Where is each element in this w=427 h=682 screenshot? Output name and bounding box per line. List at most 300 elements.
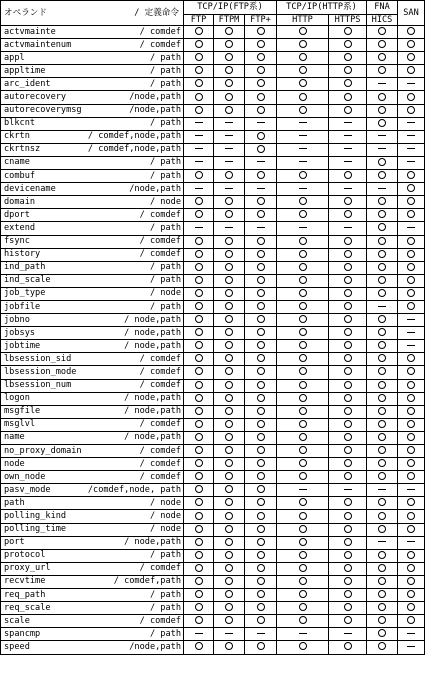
supported-circle-icon (378, 420, 386, 428)
definition-command: / path (149, 170, 181, 181)
unsupported-dash-icon (344, 122, 352, 123)
support-cell-https (329, 575, 367, 588)
header-operand-cell (1, 1, 184, 26)
operand-cell (1, 340, 184, 353)
operand-name: lbsession_sid (4, 353, 72, 364)
support-cell-https (329, 340, 367, 353)
operand-name: jobtime (4, 340, 41, 351)
support-cell-ftpm (214, 300, 245, 313)
supported-circle-icon (344, 66, 352, 74)
support-cell-ftp (184, 156, 214, 169)
support-cell-https (329, 379, 367, 392)
support-cell-http (277, 431, 329, 444)
supported-circle-icon (195, 498, 203, 506)
support-cell-ftpplus (245, 156, 277, 169)
unsupported-dash-icon (225, 633, 233, 634)
supported-circle-icon (378, 315, 386, 323)
supported-circle-icon (257, 106, 265, 114)
supported-circle-icon (195, 328, 203, 336)
support-cell-ftpplus (245, 39, 277, 52)
supported-circle-icon (225, 40, 233, 48)
definition-command: / path (149, 602, 181, 613)
supported-circle-icon (257, 577, 265, 585)
support-cell-ftp (184, 641, 214, 654)
operand-cell (1, 314, 184, 327)
table-row (1, 104, 425, 117)
definition-command: / path (149, 301, 181, 312)
supported-circle-icon (407, 250, 415, 258)
support-cell-ftp (184, 536, 214, 549)
support-cell-san (398, 549, 425, 562)
supported-circle-icon (344, 315, 352, 323)
support-cell-https (329, 549, 367, 562)
support-cell-ftpplus (245, 615, 277, 628)
supported-circle-icon (225, 485, 233, 493)
support-cell-san (398, 484, 425, 497)
support-cell-san (398, 170, 425, 183)
support-cell-san (398, 91, 425, 104)
support-cell-ftpm (214, 353, 245, 366)
definition-command: / node,path (124, 432, 181, 443)
operand-cell (1, 261, 184, 274)
support-cell-ftpm (214, 484, 245, 497)
operand-cell (1, 143, 184, 156)
support-cell-https (329, 353, 367, 366)
support-cell-ftpm (214, 39, 245, 52)
table-row (1, 91, 425, 104)
supported-circle-icon (225, 551, 233, 559)
supported-circle-icon (257, 538, 265, 546)
supported-circle-icon (195, 210, 203, 218)
support-cell-hics (367, 589, 398, 602)
supported-circle-icon (344, 394, 352, 402)
unsupported-dash-icon (299, 135, 307, 136)
support-cell-san (398, 78, 425, 91)
supported-circle-icon (225, 420, 233, 428)
supported-circle-icon (378, 210, 386, 218)
support-cell-ftpm (214, 575, 245, 588)
unsupported-dash-icon (378, 489, 386, 490)
table-row (1, 392, 425, 405)
unsupported-dash-icon (407, 541, 415, 542)
operand-name: jobsys (4, 327, 36, 338)
unsupported-dash-icon (407, 332, 415, 333)
unsupported-dash-icon (299, 633, 307, 634)
support-cell-hics (367, 261, 398, 274)
supported-circle-icon (378, 642, 386, 650)
support-cell-http (277, 445, 329, 458)
supported-circle-icon (195, 551, 203, 559)
support-cell-http (277, 602, 329, 615)
definition-command: / comdef (139, 445, 181, 456)
support-cell-ftpplus (245, 379, 277, 392)
support-cell-hics (367, 170, 398, 183)
support-cell-san (398, 26, 425, 39)
table-row (1, 366, 425, 379)
support-cell-san (398, 52, 425, 65)
operand-cell (1, 379, 184, 392)
supported-circle-icon (225, 407, 233, 415)
table-row (1, 445, 425, 458)
table-row (1, 431, 425, 444)
table-row (1, 641, 425, 654)
support-cell-hics (367, 602, 398, 615)
support-cell-http (277, 235, 329, 248)
definition-command: / comdef (139, 366, 181, 377)
operand-cell (1, 641, 184, 654)
supported-circle-icon (407, 512, 415, 520)
support-cell-ftpplus (245, 641, 277, 654)
supported-circle-icon (378, 512, 386, 520)
supported-circle-icon (344, 498, 352, 506)
support-cell-http (277, 562, 329, 575)
supported-circle-icon (407, 276, 415, 284)
support-cell-ftp (184, 431, 214, 444)
definition-command: / comdef (139, 458, 181, 469)
supported-circle-icon (378, 53, 386, 61)
support-cell-san (398, 602, 425, 615)
unsupported-dash-icon (378, 306, 386, 307)
table-row (1, 379, 425, 392)
support-cell-http (277, 353, 329, 366)
supported-circle-icon (195, 237, 203, 245)
table-row (1, 562, 425, 575)
definition-command: / comdef (139, 236, 181, 247)
supported-circle-icon (299, 642, 307, 650)
support-cell-hics (367, 196, 398, 209)
supported-circle-icon (225, 93, 233, 101)
supported-circle-icon (407, 446, 415, 454)
support-cell-http (277, 104, 329, 117)
supported-circle-icon (407, 184, 415, 192)
support-cell-san (398, 183, 425, 196)
supported-circle-icon (195, 367, 203, 375)
supported-circle-icon (195, 40, 203, 48)
support-cell-ftpm (214, 366, 245, 379)
operand-name: dport (4, 209, 30, 220)
support-cell-hics (367, 445, 398, 458)
operand-cell (1, 117, 184, 130)
operand-cell (1, 549, 184, 562)
support-cell-ftpm (214, 523, 245, 536)
sub-header-hics: HICS (367, 15, 398, 26)
support-cell-san (398, 523, 425, 536)
operand-name: devicename (4, 183, 56, 194)
support-cell-ftp (184, 170, 214, 183)
definition-command: /node,path (129, 183, 181, 194)
support-cell-http (277, 392, 329, 405)
supported-circle-icon (299, 237, 307, 245)
supported-circle-icon (257, 79, 265, 87)
operand-cell (1, 418, 184, 431)
supported-circle-icon (344, 420, 352, 428)
supported-circle-icon (407, 237, 415, 245)
table-row (1, 300, 425, 313)
table-row (1, 274, 425, 287)
operand-cell (1, 366, 184, 379)
support-cell-https (329, 405, 367, 418)
supported-circle-icon (257, 472, 265, 480)
supported-circle-icon (225, 590, 233, 598)
support-cell-hics (367, 562, 398, 575)
support-cell-http (277, 497, 329, 510)
unsupported-dash-icon (299, 227, 307, 228)
supported-circle-icon (344, 106, 352, 114)
support-cell-https (329, 458, 367, 471)
support-cell-http (277, 300, 329, 313)
supported-circle-icon (299, 603, 307, 611)
sub-header-ftpm: FTPM (214, 15, 245, 26)
supported-circle-icon (378, 250, 386, 258)
supported-circle-icon (257, 616, 265, 624)
support-cell-hics (367, 130, 398, 143)
supported-circle-icon (344, 263, 352, 271)
support-cell-ftpplus (245, 287, 277, 300)
definition-command: / node,path (124, 340, 181, 351)
supported-circle-icon (344, 381, 352, 389)
support-cell-ftpm (214, 261, 245, 274)
support-cell-ftpm (214, 471, 245, 484)
supported-circle-icon (299, 341, 307, 349)
support-cell-ftpm (214, 445, 245, 458)
support-cell-https (329, 143, 367, 156)
support-cell-ftpplus (245, 91, 277, 104)
supported-circle-icon (195, 27, 203, 35)
unsupported-dash-icon (407, 345, 415, 346)
supported-circle-icon (225, 472, 233, 480)
definition-command: / path (149, 65, 181, 76)
operand-name: node (4, 458, 25, 469)
support-cell-http (277, 340, 329, 353)
group-header-http: TCP/IP(HTTP系) (277, 1, 367, 15)
operand-cell (1, 575, 184, 588)
unsupported-dash-icon (195, 161, 203, 162)
supported-circle-icon (225, 79, 233, 87)
supported-circle-icon (299, 459, 307, 467)
operand-name: ckrtn (4, 131, 30, 142)
definition-command: / path (149, 550, 181, 561)
support-cell-https (329, 300, 367, 313)
support-cell-hics (367, 117, 398, 130)
support-cell-ftp (184, 418, 214, 431)
operand-name: fsync (4, 236, 30, 247)
supported-circle-icon (257, 53, 265, 61)
supported-circle-icon (225, 459, 233, 467)
supported-circle-icon (299, 538, 307, 546)
supported-circle-icon (378, 263, 386, 271)
support-cell-https (329, 523, 367, 536)
support-cell-http (277, 458, 329, 471)
supported-circle-icon (407, 577, 415, 585)
definition-command: / comdef (139, 615, 181, 626)
support-cell-ftpm (214, 510, 245, 523)
supported-circle-icon (344, 210, 352, 218)
supported-circle-icon (195, 420, 203, 428)
unsupported-dash-icon (225, 188, 233, 189)
support-cell-hics (367, 523, 398, 536)
support-cell-san (398, 536, 425, 549)
supported-circle-icon (257, 250, 265, 258)
supported-circle-icon (299, 472, 307, 480)
supported-circle-icon (257, 446, 265, 454)
support-cell-ftpplus (245, 104, 277, 117)
support-cell-ftpplus (245, 510, 277, 523)
support-cell-https (329, 366, 367, 379)
unsupported-dash-icon (344, 148, 352, 149)
support-cell-san (398, 445, 425, 458)
supported-circle-icon (195, 315, 203, 323)
support-cell-ftp (184, 445, 214, 458)
operand-name: polling_time (4, 524, 67, 535)
supported-circle-icon (299, 564, 307, 572)
unsupported-dash-icon (225, 135, 233, 136)
unsupported-dash-icon (299, 122, 307, 123)
supported-circle-icon (344, 564, 352, 572)
table-row (1, 235, 425, 248)
supported-circle-icon (257, 93, 265, 101)
supported-circle-icon (378, 498, 386, 506)
support-cell-ftpm (214, 562, 245, 575)
supported-circle-icon (225, 27, 233, 35)
unsupported-dash-icon (195, 188, 203, 189)
support-cell-hics (367, 379, 398, 392)
operand-name: msgfile (4, 406, 41, 417)
supported-circle-icon (407, 590, 415, 598)
support-cell-ftpplus (245, 392, 277, 405)
supported-circle-icon (257, 302, 265, 310)
operand-cell (1, 209, 184, 222)
supported-circle-icon (378, 446, 386, 454)
supported-circle-icon (257, 498, 265, 506)
supported-circle-icon (378, 381, 386, 389)
table-row (1, 39, 425, 52)
support-cell-ftpplus (245, 418, 277, 431)
supported-circle-icon (299, 577, 307, 585)
supported-circle-icon (225, 381, 233, 389)
support-cell-https (329, 26, 367, 39)
definition-header-label: / 定義命令 (134, 7, 179, 18)
support-cell-ftp (184, 261, 214, 274)
unsupported-dash-icon (407, 135, 415, 136)
supported-circle-icon (378, 171, 386, 179)
supported-circle-icon (225, 328, 233, 336)
operand-cell (1, 65, 184, 78)
support-cell-san (398, 235, 425, 248)
operand-name: actvmainte (4, 26, 56, 37)
supported-circle-icon (344, 603, 352, 611)
operand-name: proxy_url (4, 563, 51, 574)
support-cell-http (277, 26, 329, 39)
operand-name: extend (4, 222, 36, 233)
definition-command: /comdef,node, path (87, 484, 181, 495)
supported-circle-icon (344, 551, 352, 559)
operand-name: polling_kind (4, 511, 67, 522)
supported-circle-icon (344, 577, 352, 585)
supported-circle-icon (299, 53, 307, 61)
table-row (1, 196, 425, 209)
support-cell-https (329, 562, 367, 575)
supported-circle-icon (225, 197, 233, 205)
operand-name: combuf (4, 170, 36, 181)
operand-cell (1, 287, 184, 300)
supported-circle-icon (378, 577, 386, 585)
support-cell-san (398, 641, 425, 654)
supported-circle-icon (195, 276, 203, 284)
supported-circle-icon (195, 171, 203, 179)
support-cell-hics (367, 78, 398, 91)
operand-name: msglvl (4, 419, 36, 430)
support-cell-ftpm (214, 628, 245, 641)
operand-name: lbsession_mode (4, 366, 77, 377)
supported-circle-icon (407, 53, 415, 61)
sub-header-ftpplus: FTP+ (245, 15, 277, 26)
support-cell-https (329, 314, 367, 327)
operand-cell (1, 274, 184, 287)
support-cell-san (398, 589, 425, 602)
definition-command: / path (149, 78, 181, 89)
supported-circle-icon (378, 354, 386, 362)
support-cell-hics (367, 484, 398, 497)
supported-circle-icon (378, 106, 386, 114)
support-cell-hics (367, 248, 398, 261)
definition-command: / node,path (124, 314, 181, 325)
support-cell-ftpplus (245, 602, 277, 615)
support-cell-ftp (184, 143, 214, 156)
support-cell-http (277, 183, 329, 196)
support-cell-ftpm (214, 117, 245, 130)
supported-circle-icon (407, 66, 415, 74)
support-cell-https (329, 641, 367, 654)
supported-circle-icon (299, 354, 307, 362)
support-cell-ftpplus (245, 471, 277, 484)
operand-cell (1, 235, 184, 248)
support-cell-hics (367, 65, 398, 78)
supported-circle-icon (407, 302, 415, 310)
table-row (1, 65, 425, 78)
table-row (1, 484, 425, 497)
unsupported-dash-icon (407, 319, 415, 320)
supported-circle-icon (407, 93, 415, 101)
table-row (1, 156, 425, 169)
supported-circle-icon (257, 315, 265, 323)
support-cell-ftpplus (245, 628, 277, 641)
definition-command: / comdef (139, 419, 181, 430)
supported-circle-icon (299, 171, 307, 179)
operand-name: actvmaintenum (4, 39, 72, 50)
supported-circle-icon (378, 223, 386, 231)
support-cell-ftpm (214, 130, 245, 143)
support-cell-ftpm (214, 170, 245, 183)
support-cell-http (277, 379, 329, 392)
support-cell-hics (367, 471, 398, 484)
support-cell-http (277, 91, 329, 104)
supported-circle-icon (344, 93, 352, 101)
group-header-ftp: TCP/IP(FTP系) (184, 1, 277, 15)
supported-circle-icon (257, 407, 265, 415)
support-cell-https (329, 274, 367, 287)
support-cell-ftpplus (245, 52, 277, 65)
definition-command: / path (149, 275, 181, 286)
definition-command: / comdef (139, 471, 181, 482)
support-cell-ftpm (214, 248, 245, 261)
support-cell-san (398, 287, 425, 300)
support-cell-ftp (184, 300, 214, 313)
definition-command: / comdef (139, 209, 181, 220)
unsupported-dash-icon (407, 489, 415, 490)
operand-name: name (4, 432, 25, 443)
unsupported-dash-icon (407, 227, 415, 228)
supported-circle-icon (344, 79, 352, 87)
